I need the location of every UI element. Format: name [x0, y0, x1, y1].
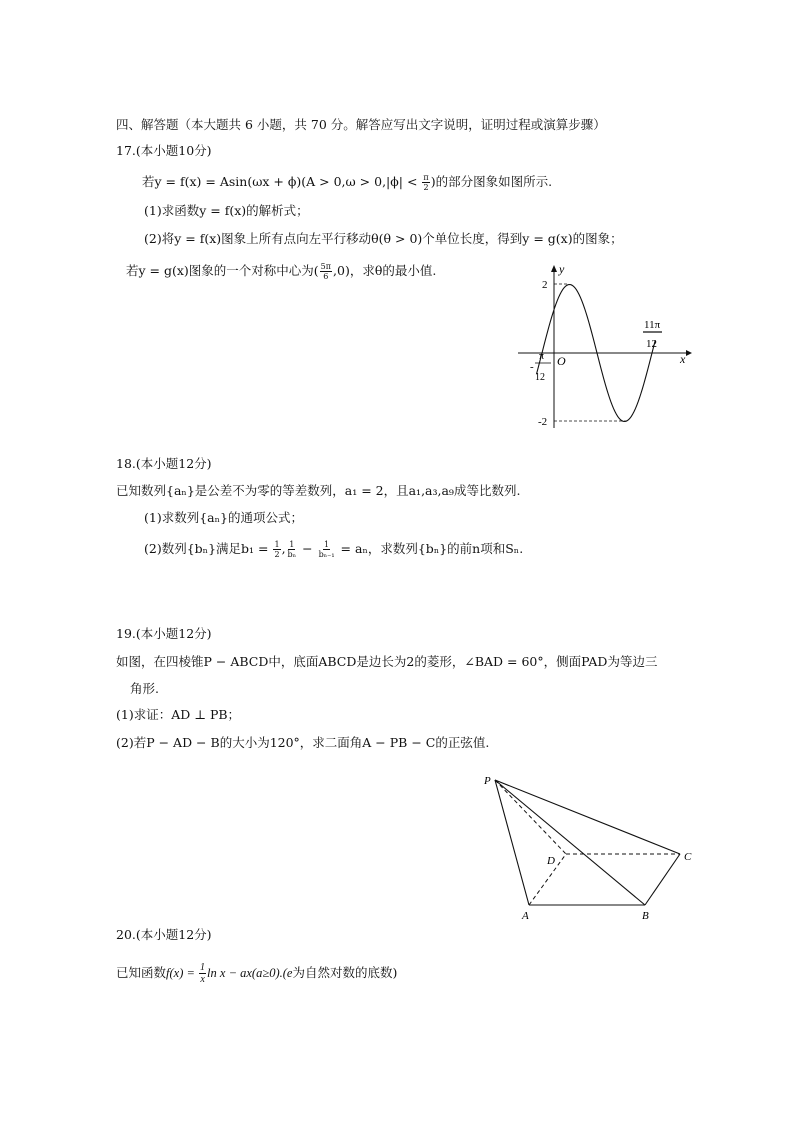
q18-frac-half: [273, 540, 280, 559]
q20-fx: f(x) =: [166, 966, 199, 980]
left-root-sign: -: [530, 361, 534, 373]
x-axis-label: x: [680, 352, 686, 366]
q19-stem-line1: 如图，在四棱锥P − ABCD中，底面ABCD是边长为2的菱形，∠BAD = 60°，侧面PAD为等边三: [116, 654, 658, 669]
q18-header: 18.(本小题12分): [116, 456, 212, 471]
q17-part2: (2)将y = f(x)图象上所有点向左平行移动θ(θ > 0)个单位长度，得到y = g(x)的图象；: [144, 231, 623, 246]
left-root-den: 12: [535, 372, 545, 383]
q17-stem: [142, 173, 552, 192]
q18-part2-sep: ,: [281, 541, 286, 556]
q18-f1-num: 1: [274, 540, 280, 549]
vertex-P-label: P: [484, 775, 491, 787]
q19-header: 19.(本小题12分): [116, 626, 212, 641]
q17-stem-frac-den: 2: [423, 183, 429, 192]
q20-stem-mid: ln x − ax(a≥0).(: [207, 966, 287, 980]
q18-part2: [144, 540, 523, 559]
vertex-D-label: D: [547, 855, 555, 867]
vertex-A-label: A: [522, 910, 529, 922]
y-min-label: -2: [538, 416, 548, 428]
q17-part2b: [126, 262, 436, 281]
q19-pyramid-figure: [480, 768, 700, 928]
left-root-num: π: [539, 351, 545, 362]
q18-part1: (1)求数列{aₙ}的通项公式；: [144, 510, 303, 525]
q17-stem-fraction: [422, 173, 429, 192]
q17-header: 17.(本小题10分): [116, 143, 212, 158]
q17-stem-a: 若y = f(x) = Asin(ωx + ϕ)(A > 0,ω > 0,|ϕ| <: [142, 174, 422, 189]
q17-part2b-b: ,0)，求θ的最小值.: [333, 263, 437, 278]
vertex-C-label: C: [684, 851, 692, 863]
edge-PC: [495, 780, 680, 854]
q17-part2b-frac-num: 5π: [320, 262, 332, 271]
q17-part2b-fraction: [320, 262, 332, 281]
q18-frac-inv-bn: [287, 540, 298, 559]
right-root-den: 12: [646, 338, 657, 350]
edge-BC: [645, 854, 680, 905]
right-root-num: 11π: [644, 319, 661, 331]
q20-frac-den: x: [200, 974, 205, 985]
q18-f3-den: bₙ₋₁: [318, 550, 335, 559]
q18-frac-inv-bn1: [318, 540, 336, 559]
q17-sine-graph: [510, 258, 700, 433]
q20-e: e: [286, 966, 293, 980]
q20-fraction: [199, 962, 206, 985]
q19-part2: (2)若P − AD − B的大小为120°，求二面角A − PB − C的正弦值.: [116, 735, 490, 750]
q18-f2-den: bₙ: [287, 550, 297, 559]
q18-f2-num: 1: [289, 540, 295, 549]
edge-PD: [495, 780, 566, 854]
q17-part2b-frac-den: 6: [323, 272, 329, 281]
q17-part2b-a: 若y = g(x)图象的一个对称中心为(: [126, 263, 319, 278]
q17-stem-b: )的部分图象如图所示.: [430, 174, 553, 189]
y-axis-label: y: [559, 262, 565, 276]
q18-stem: 已知数列{aₙ}是公差不为零的等差数列，a₁ = 2，且a₁,a₃,a₉成等比数列.: [116, 483, 521, 498]
q19-stem-line2: 角形.: [130, 681, 159, 696]
section-heading: 四、解答题（本大题共 6 小题，共 70 分。解答应写出文字说明，证明过程或演算步骤）: [116, 117, 606, 132]
y-axis-arrow-icon: [551, 265, 557, 272]
origin-label: O: [557, 354, 566, 368]
q19-part1: (1)求证：AD ⊥ PB；: [116, 707, 241, 722]
x-axis-arrow-icon: [686, 350, 692, 356]
q18-f3-num: 1: [324, 540, 330, 549]
q18-part2-minus: −: [298, 541, 317, 556]
q20-stem-a: 已知函数: [116, 965, 167, 980]
q17-stem-frac-num: π: [423, 173, 429, 182]
edge-PB: [495, 780, 645, 905]
edge-PA: [495, 780, 529, 905]
q20-header: 20.(本小题12分): [116, 927, 212, 942]
q17-part1: (1)求函数y = f(x)的解析式；: [144, 203, 309, 218]
y-max-label: 2: [542, 279, 548, 291]
q18-part2-b: = aₙ，求数列{bₙ}的前n项和Sₙ.: [336, 541, 524, 556]
q20-frac-num: 1: [200, 962, 206, 973]
vertex-B-label: B: [642, 910, 649, 922]
q20-stem-b: 为自然对数的底数): [292, 965, 398, 980]
q20-stem: [116, 962, 397, 985]
q18-f1-den: 2: [274, 550, 280, 559]
q18-part2-a: (2)数列{bₙ}满足b₁ =: [144, 541, 273, 556]
